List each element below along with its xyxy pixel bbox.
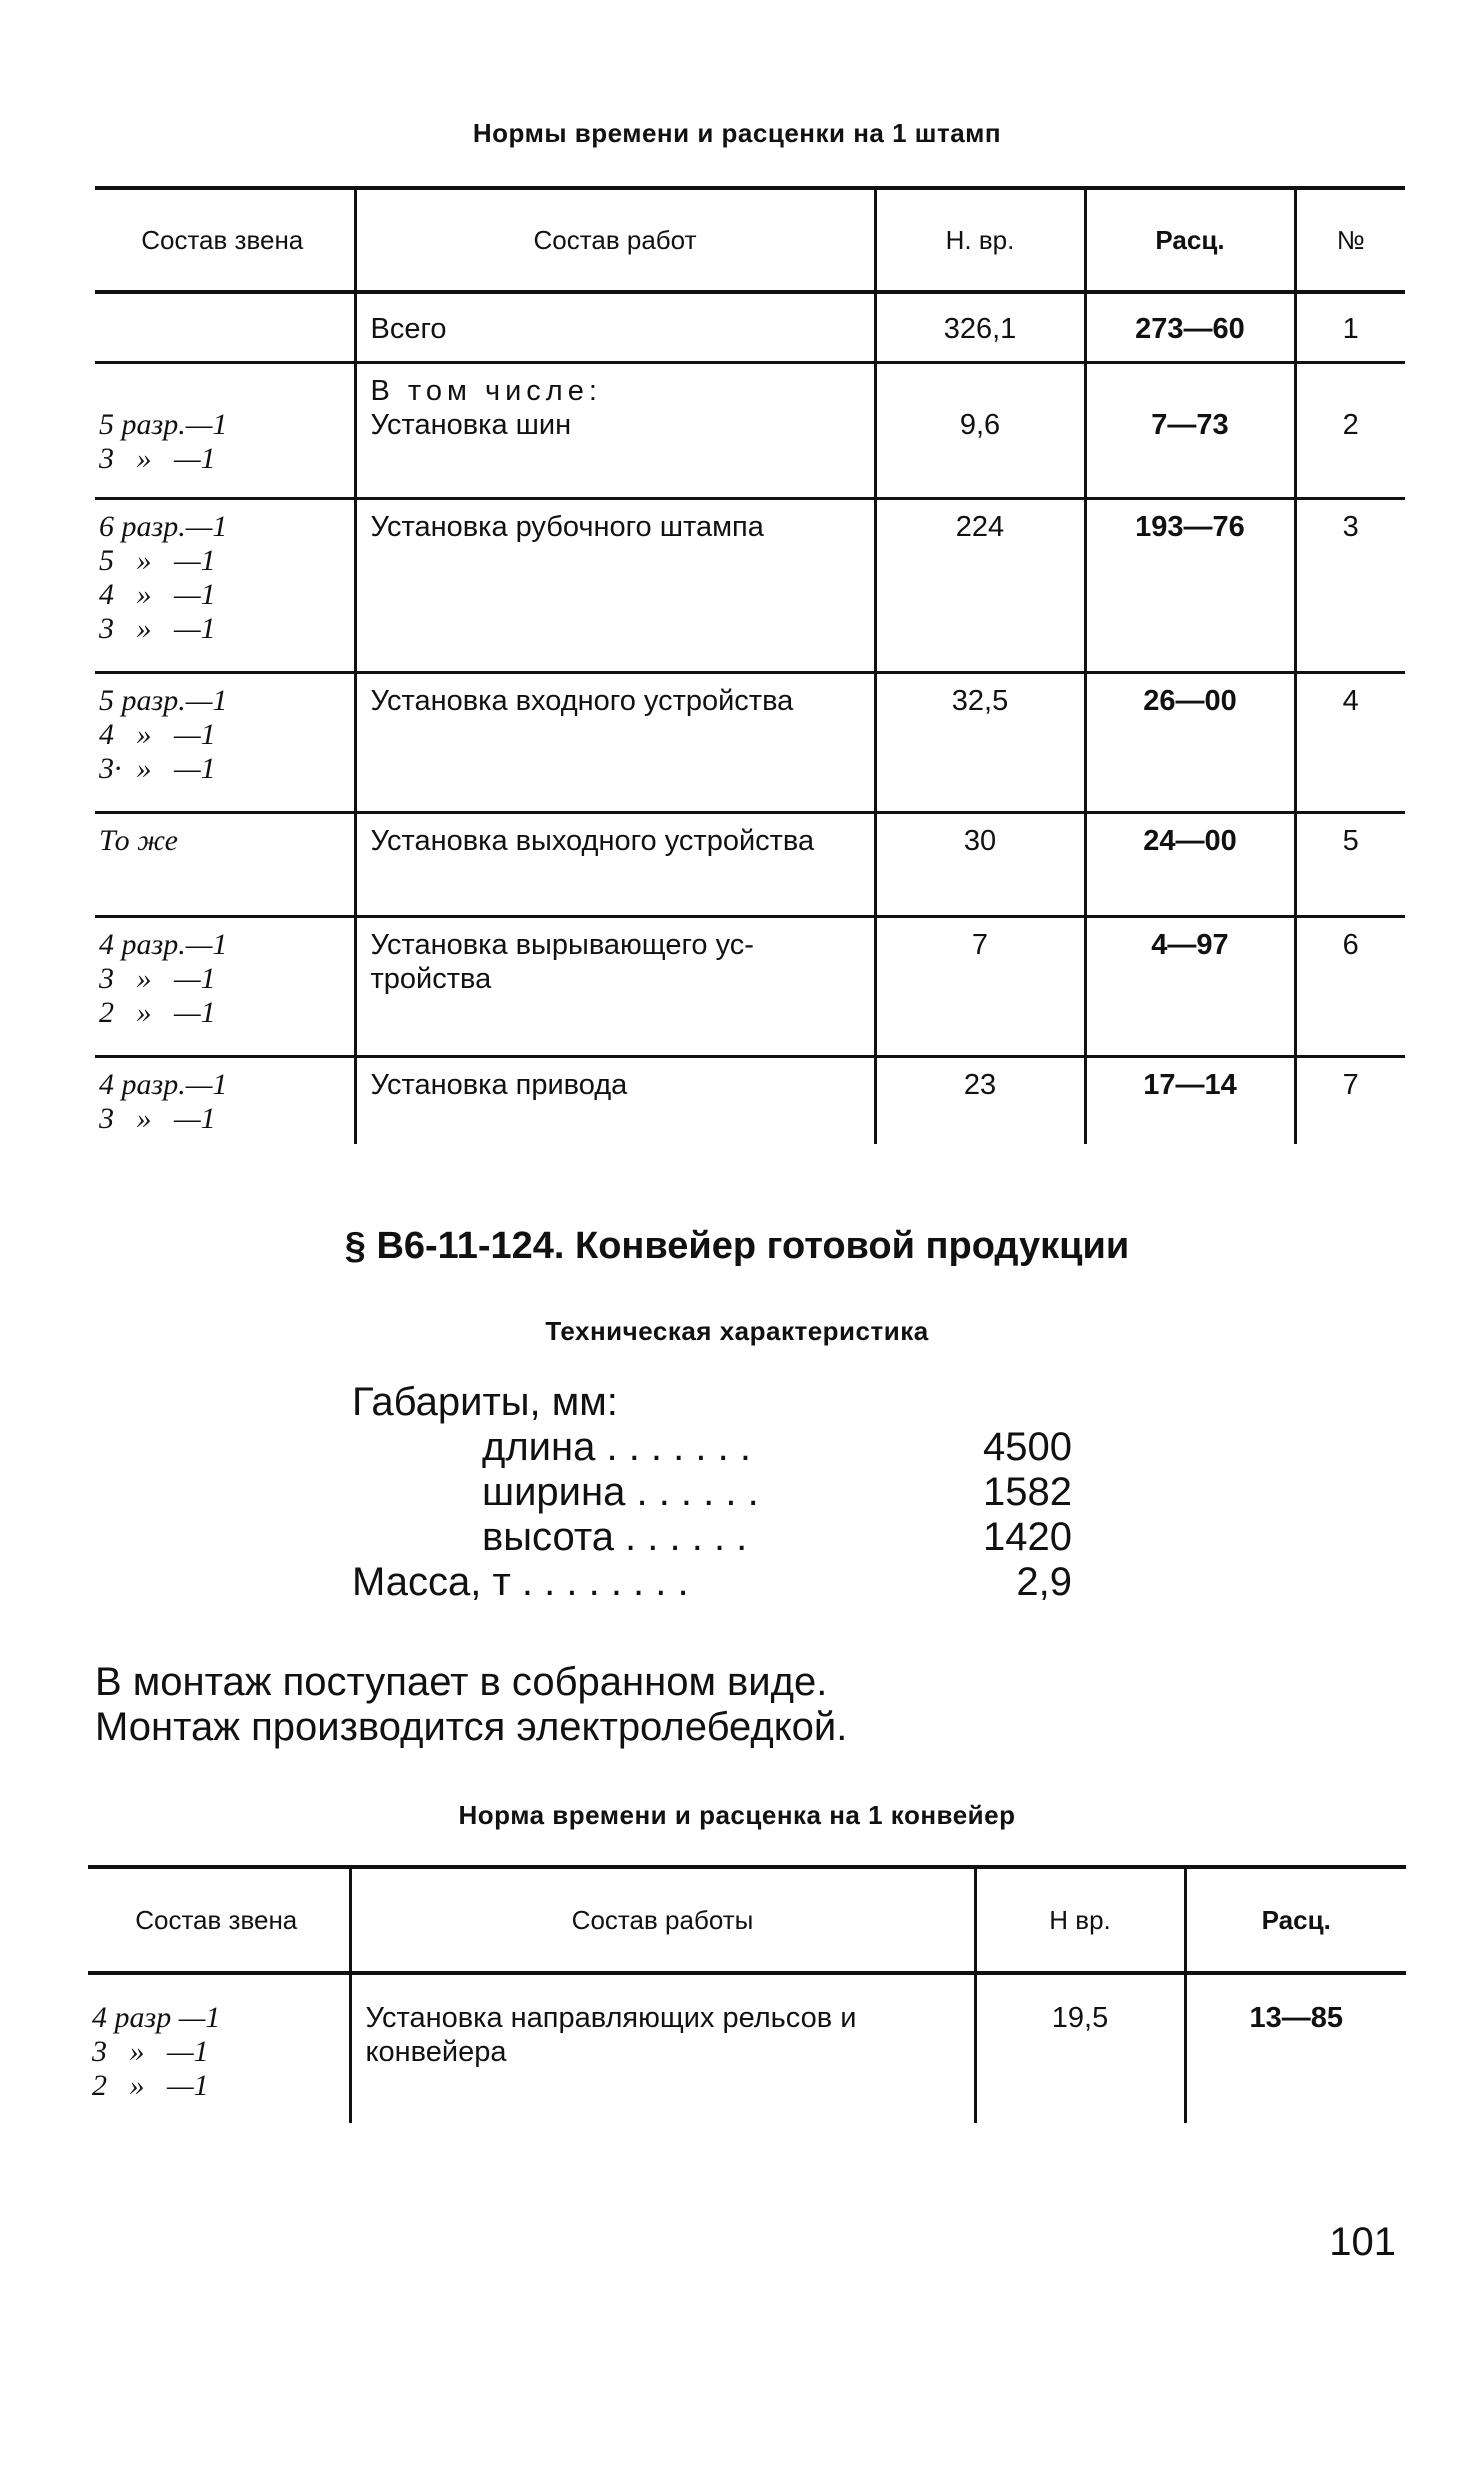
cell-work	[355, 1056, 875, 1144]
paragraph-delivery: В монтаж поступает в собранном виде.	[95, 1660, 828, 1704]
zveno-line: 4 разр.—1	[99, 927, 228, 961]
cell-norm-time	[975, 1973, 1185, 2123]
work-text: Установка рубочного штампа	[370, 510, 764, 543]
rate-value: 24—00	[1143, 824, 1237, 857]
work-text: Установка выходного устройства	[370, 824, 815, 857]
zveno-line	[99, 374, 340, 408]
table-row	[95, 916, 1405, 1056]
tech-spec-subtitle: Техническая характеристика	[545, 1316, 929, 1346]
row-number: 3	[1342, 510, 1359, 543]
zveno-line: 2 » —1	[99, 995, 216, 1029]
cell-zveno	[95, 916, 355, 1056]
cell-norm-time	[875, 672, 1085, 812]
header-norm-time: Н. вр.	[875, 188, 1085, 292]
cell-work	[355, 292, 875, 362]
work-text: Установка направляющих рельсов и конвейера	[365, 2002, 857, 2068]
norm-time-value: 23	[963, 1068, 997, 1101]
table1-caption: Нормы времени и расценки на 1 штамп	[472, 118, 1002, 148]
zveno-line: 4 разр.—1	[99, 1067, 228, 1101]
rate-value: 7—73	[1151, 408, 1229, 441]
zveno-line: 2 » —1	[92, 2069, 209, 2102]
cell-norm-time	[875, 292, 1085, 362]
header-norm-time: Н вр.	[975, 1867, 1185, 1973]
spec-row-mass: Масса, т . . . . . . . . 2,9	[352, 1560, 1072, 1604]
cell-zveno	[95, 672, 355, 812]
row-number: 1	[1342, 313, 1359, 345]
rate-value: 26—00	[1143, 684, 1237, 717]
cell-rate	[1085, 362, 1295, 498]
cell-norm-time	[875, 362, 1085, 498]
row-number: 5	[1342, 824, 1359, 857]
spec-label: высота	[482, 1515, 614, 1559]
spec-value: 4500	[983, 1425, 1072, 1469]
table1-header-row	[95, 188, 1405, 292]
cell-rate	[1085, 498, 1295, 672]
zveno-line: 4 » —1	[99, 717, 216, 751]
header-rate: Расц.	[1185, 1867, 1406, 1973]
table-row	[95, 812, 1405, 916]
norm-time-value: 30	[963, 824, 997, 857]
cell-number	[1295, 672, 1405, 812]
header-number: №	[1295, 188, 1405, 292]
spec-label: Габариты, мм:	[352, 1380, 618, 1424]
table-row	[88, 1973, 1406, 2123]
row-number: 6	[1342, 928, 1359, 961]
table-row	[95, 1056, 1405, 1144]
spec-label: ширина	[482, 1470, 626, 1514]
row-number: 7	[1342, 1068, 1359, 1101]
norm-time-value: 19,5	[1051, 2002, 1109, 2034]
cell-work	[350, 1973, 975, 2123]
cell-norm-time	[875, 498, 1085, 672]
cell-rate	[1085, 812, 1295, 916]
work-prefix: В том числе:	[370, 374, 602, 407]
cell-norm-time	[875, 812, 1085, 916]
cell-rate	[1085, 292, 1295, 362]
table-row	[95, 672, 1405, 812]
cell-zveno	[95, 362, 355, 498]
zveno-line: 3 » —1	[99, 1101, 216, 1135]
table-row	[95, 498, 1405, 672]
spec-row-dimensions	[352, 1380, 1072, 1425]
work-text: Установка шин	[370, 408, 572, 441]
cell-rate	[1185, 1973, 1406, 2123]
cell-zveno	[95, 498, 355, 672]
zveno-line: 4 разр —1	[92, 2001, 221, 2034]
work-text: Установка входного устройства	[370, 684, 794, 717]
spec-value: 2,9	[1016, 1560, 1072, 1604]
cell-work	[355, 916, 875, 1056]
table-row	[95, 292, 1405, 362]
zveno-line: 3 » —1	[99, 611, 216, 645]
cell-work	[355, 498, 875, 672]
row-number: 2	[1342, 408, 1359, 441]
cell-work	[355, 672, 875, 812]
paragraph-installation: Монтаж производится электролебедкой.	[95, 1705, 848, 1749]
work-text: Всего	[370, 313, 447, 345]
spec-value: 1420	[983, 1515, 1072, 1559]
zveno-line: 3 » —1	[99, 441, 216, 475]
rate-value: 273—60	[1135, 313, 1245, 345]
zveno-line: 6 разр.—1	[99, 509, 228, 543]
spec-value: 1582	[983, 1470, 1072, 1514]
cell-rate	[1085, 916, 1295, 1056]
header-rate: Расц.	[1085, 188, 1295, 292]
cell-zveno	[95, 292, 355, 362]
cell-zveno	[88, 1973, 350, 2123]
zveno-line: 3 » —1	[92, 2035, 209, 2068]
cell-zveno	[95, 812, 355, 916]
rate-value: 13—85	[1249, 2002, 1343, 2034]
cell-number	[1295, 292, 1405, 362]
norm-time-value: 224	[955, 510, 1005, 543]
work-text: Установка привода	[370, 1068, 628, 1101]
cell-number	[1295, 498, 1405, 672]
header-sostav-zvena: Состав звена	[88, 1867, 350, 1973]
zveno-line: 5 » —1	[99, 543, 216, 577]
zveno-line: 5 разр.—1	[99, 407, 228, 441]
cell-work	[355, 362, 875, 498]
table-row	[95, 362, 1405, 498]
header-sostav-zvena: Состав звена	[95, 188, 355, 292]
rate-value: 4—97	[1151, 928, 1229, 961]
header-sostav-rabot: Состав работ	[355, 188, 875, 292]
zveno-line: 4 » —1	[99, 577, 216, 611]
header-sostav-raboty: Состав работы	[350, 1867, 975, 1973]
cell-norm-time	[875, 916, 1085, 1056]
cell-number	[1295, 362, 1405, 498]
norms-table-conveyor	[88, 1865, 1406, 2123]
zveno-line: 5 разр.—1	[99, 683, 228, 717]
spec-row-length: длина . . . . . . . 4500	[482, 1425, 1072, 1469]
cell-number	[1295, 916, 1405, 1056]
zveno-line: 3 » —1	[99, 961, 216, 995]
spec-label: Масса, т	[352, 1560, 511, 1604]
section-title: § В6-11-124. Конвейер готовой продукции	[344, 1225, 1130, 1267]
cell-rate	[1085, 1056, 1295, 1144]
zveno-line: То же	[99, 823, 178, 857]
page-number: 101	[1329, 2220, 1396, 2264]
norm-time-value: 7	[971, 928, 989, 961]
table2-caption: Норма времени и расценка на 1 конвейер	[458, 1800, 1016, 1830]
cell-number	[1295, 812, 1405, 916]
spec-row-width: ширина . . . . . . 1582	[482, 1470, 1072, 1514]
cell-norm-time	[875, 1056, 1085, 1144]
work-text: Установка вырывающего устройства	[370, 928, 754, 995]
rate-value: 17—14	[1143, 1068, 1237, 1101]
zveno-line: 3· » —1	[99, 751, 216, 785]
norms-table-stamp	[95, 186, 1405, 1144]
rate-value: 193—76	[1135, 510, 1245, 543]
cell-number	[1295, 1056, 1405, 1144]
norm-time-value: 32,5	[951, 684, 1009, 717]
cell-zveno	[95, 1056, 355, 1144]
norm-time-value: 9,6	[959, 408, 1001, 441]
table2-header-row	[88, 1867, 1406, 1973]
row-number: 4	[1342, 684, 1359, 717]
tech-specs	[352, 1380, 1072, 1605]
cell-rate	[1085, 672, 1295, 812]
spec-label: длина	[482, 1425, 596, 1469]
zveno-line	[99, 304, 340, 338]
cell-work	[355, 812, 875, 916]
norm-time-value: 326,1	[943, 313, 1017, 345]
spec-row-height: высота . . . . . . 1420	[482, 1515, 1072, 1559]
